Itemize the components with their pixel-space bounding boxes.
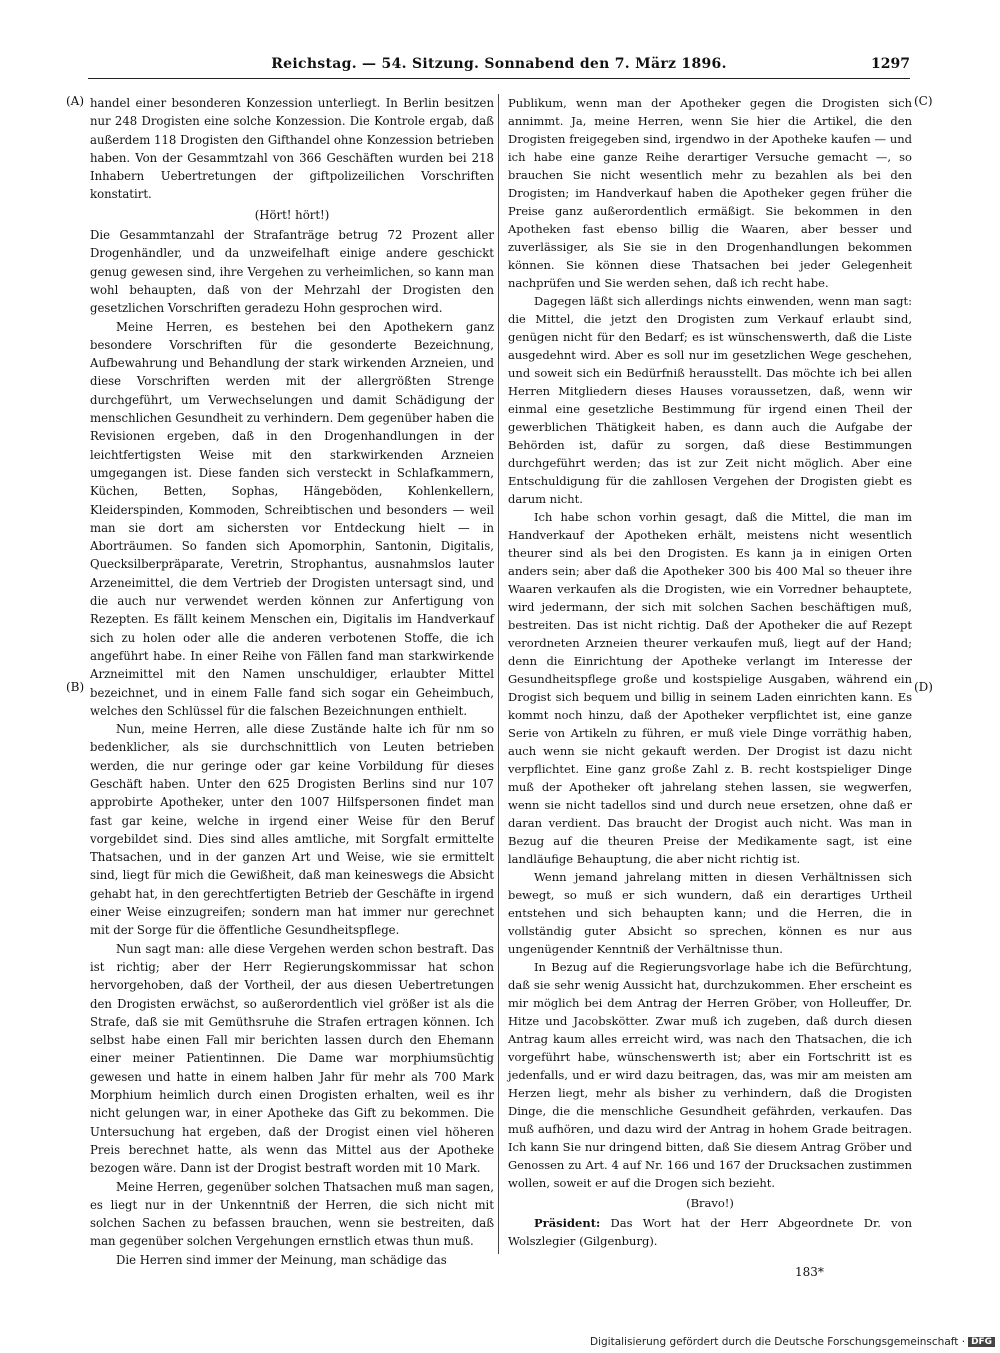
paragraph: Wenn jemand jahrelang mitten in diesen Verhältnissen sich bewegt, so muß er sich wundern, daß ein derartiges Urtheil entstehen und sich behaupten kann; und die Herren, die in vollständig guter Absicht so sprechen, können es nur aus ungenügender Kenntniß der Verhältnisse thun. (508, 870, 912, 956)
margin-mark-c: (C) (914, 94, 933, 108)
paragraph: Dagegen läßt sich allerdings nichts einwenden, wenn man sagt: die Mittel, die jetzt den Drogisten zum Verkauf erlaubt sind, genügen nicht für den Bedarf; es ist wünschenswerth, daß die Liste ausgedehnt wird. Aber es soll nur im gesetzlichen Wege geschehen, und soweit sich ein Bedürfniß herausstellt. Das möchte ich bei allen Herren Mitgliedern dieses Hauses voraussetzen, daß, wenn wir einmal eine gesetzliche Bestimmung für irgend einen Theil der gewerblichen Thätigkeit haben, es dann auch die Aufgabe der Behörden ist, dafür zu sorgen, daß diese Bestimmungen durchgeführt werden; das ist zur Zeit nicht möglich. Aber eine Entschuldigung für die zahllosen Vergehen der Drogisten giebt es darum nicht. (508, 294, 912, 506)
paragraph: Meine Herren, es bestehen bei den Apothekern ganz besondere Vorschriften für die gesonderte Bezeichnung, Aufbewahrung und Behandlung der stark wirkenden Arzneien, und diese Vorschriften werden mit der allergrößten Strenge durchgeführt, um Verwechselungen und damit Schädigung der menschlichen Gesundheit zu verhindern. Dem gegenüber haben die Revisionen ergeben, daß in den Drogenhandlungen in der leichtfertigsten Weise mit den starkwirkenden Arzneien umgegangen ist. Diese fanden sich versteckt in Schlafkammern, Küchen, Betten, Sophas, Hängeböden, Kohlenkellern, Kleiderspinden, Kommoden, Schreibtischen und besonders — weil man sie dort am sichersten vor Entdeckung hielt — in Aborträumen. So fanden sich Apomorphin, Santonin, Digitalis, Quecksilberpräparate, Veretrin, Strophantus, ausnahmslos lauter Arzeneimittel, die dem Vertrieb der Drogisten untersagt sind, und die auch nur verwendet werden können zur Anfertigung von Rezepten. Es fällt keinem Menschen ein, Digitalis im Handverkauf sich zu holen oder alle die anderen verbotenen Stoffe, die ich angeführt habe. In einer Reihe von Fällen fand man starkwirkende Arzneimittel mit den Namen unschuldiger, erlaubter Mittel bezeichnet, und in einem Falle fand sich sogar ein Geheimbuch, welches den Schlüssel für die falschen Bezeichnungen enthielt. (90, 319, 494, 718)
margin-mark-b: (B) (66, 680, 85, 694)
president-label: Präsident: (534, 1216, 601, 1230)
footer-text: Digitalisierung gefördert durch die Deutsche Forschungsgemeinschaft · (590, 1336, 966, 1348)
paragraph: In Bezug auf die Regierungsvorlage habe ich die Befürchtung, daß sie sehr wenig Aussicht hat, durchzukommen. Eher erscheint es mir möglich bei dem Antrag der Herren Gröber, von Holleuffer, Dr. Hitze und Jacobskötter. Zwar muß ich zugeben, daß durch diesen Antrag kaum alles erreicht wird, was nach den Thatsachen, die ich vorgeführt habe, wünschenswerth ist; aber ein Fortschritt ist es jedenfalls, und er wird dazu beitragen, das, was mir am meisten am Herzen liegt, mehr als bisher zu verhindern, daß die Drogisten Dinge, die die menschliche Gesundheit gefährden, verkaufen. Das muß aufhören, und dazu wird der Antrag in hohem Grade beitragen. Ich kann Sie nur dringend bitten, daß Sie diesem Antrag Gröber und Genossen zu Art. 4 auf Nr. 166 und 167 der Drucksachen zustimmen wollen, soweit er auf die Drogen sich bezieht. (508, 960, 912, 1190)
interjection: (Bravo!) (686, 1196, 734, 1210)
header-rule (88, 78, 910, 79)
paragraph: Nun sagt man: alle diese Vergehen werden schon bestraft. Das ist richtig; aber der Herr Regierungskommissar hat schon hervorgehoben, daß der Vortheil, der aus diesen Uebertretungen den Drogisten erwächst, so außerordentlich viel größer ist als die Strafe, daß sie mit Gemüthsruhe die Strafen ertragen können. Ich selbst habe einen Fall mir berichten lassen durch den Ehemann einer meiner Patientinnen. Die Dame war morphiumsüchtig gewesen und hatte in einem halben Jahr für mehr als 700 Mark Morphium heimlich durch einen Drogisten erhalten, weil es ihr nicht gelungen war, in einer Apotheke das Gift zu bekommen. Die Untersuchung hat ergeben, daß der Drogist einen viel höheren Preis berechnet hatte, als wenn das Mittel aus der Apotheke bezogen wäre. Dann ist der Drogist bestraft worden mit 10 Mark. (90, 941, 494, 1176)
paragraph: Meine Herren, gegenüber solchen Thatsachen muß man sagen, es liegt nur in der Unkenntniß der Herren, die sich nicht mit solchen Sachen zu befassen brauchen, wenn sie bestreiten, daß man gegenüber solchen Vergehungen ernstlich etwas thun muß. (90, 1179, 494, 1249)
paragraph: Ich habe schon vorhin gesagt, daß die Mittel, die man im Handverkauf der Apotheken erhält, meistens nicht wesentlich theurer sind als bei den Drogisten. Es kann ja in einigen Orten anders sein; aber daß die Apotheker 300 bis 400 Mal so theuer ihre Waaren verkaufen als die Drogisten, wie ein Vorredner behauptete, wird jedermann, der sich mit solchen Sachen beschäftigen muß, bestreiten. Das ist nicht richtig. Daß der Apotheker die auf Rezept verordneten Arzneien theurer verkaufen muß, liegt auf der Hand; denn die Einrichtung der Apotheke verlangt im Interesse der Gesundheitspflege große und kostspielige Ausgaben, während ein Drogist sich bequem und billig in seinem Laden einrichten kann. Es kommt noch hinzu, daß der Apotheker verpflichtet ist, eine ganze Serie von Artikeln zu führen, er muß viele Dinge vorräthig haben, auch wenn sie nicht gekauft werden. Der Drogist ist dazu nicht verpflichtet. Eine ganz große Zahl z. B. recht kostspieliger Dinge muß der Apotheker oft jahrelang stehen lassen, sie wegwerfen, wenn sie nicht tadellos sind und durch neue ersetzen, ohne daß er daran verdient. Das braucht der Drogist auch nicht. Was man in Bezug auf die theuren Preise der Medikamente sagt, ist eine landläufige Behauptung, die aber nicht richtig ist. (508, 510, 912, 866)
president-statement (508, 1214, 912, 1250)
margin-mark-d: (D) (914, 680, 933, 694)
margin-mark-a: (A) (66, 94, 85, 108)
right-column (508, 94, 912, 1250)
footer (590, 1336, 995, 1348)
page-header (88, 54, 910, 78)
page-number: 1297 (871, 56, 910, 72)
paragraph: Die Herren sind immer der Meinung, man schädige das (116, 1252, 447, 1267)
paragraph: Nun, meine Herren, alle diese Zustände halte ich für nm so bedenklicher, als sie durchschnittlich von Leuten betrieben werden, die nur geringe oder gar keine Vorbildung für dieses Geschäft haben. Unter den 625 Drogisten Berlins sind nur 107 approbirte Apotheker, unter den 1007 Hilfspersonen findet man fast gar keine, welche in irgend einer Weise für den Beruf vorgebildet sind. Dies sind alles amtliche, mit Sorgfalt ermittelte Thatsachen, und in der ganzen Art und Weise, wie sie ermittelt sind, liegt für mich die Gewißheit, daß man keineswegs die Absicht gehabt hat, in den gerechtfertigten Betrieb der Geschäfte in irgend einer Weise einzugreifen; sondern man hat immer nur gerechnet mit der Sorge für die öffentliche Gesundheitspflege. (90, 722, 494, 938)
dfg-logo: DFG (968, 1337, 995, 1347)
signature-mark: 183* (795, 1265, 824, 1279)
paragraph: handel einer besonderen Konzession unterliegt. In Berlin besitzen nur 248 Drogisten eine solche Konzession. Die Kontrole ergab, daß außerdem 118 Drogisten den Gifthandel ohne Konzession betrieben haben. Von der Gesammtzahl von 366 Geschäften wurden bei 218 Inhabern Uebertretungen der giftpolizeilichen Vorschriften konstatirt. (90, 96, 494, 202)
interjection: (Hört! hört!) (254, 207, 330, 222)
paragraph: Die Gesammtanzahl der Strafanträge betrug 72 Prozent aller Drogenhändler, und da unzweifelhaft einige andere geschickt genug gewesen sind, ihre Vergehen zu verheimlichen, so kann man wohl behaupten, daß von der Mehrzahl der Drogisten den gesetzlichen Vorschriften geradezu Hohn gesprochen wird. (90, 228, 494, 316)
column-rule (498, 94, 499, 1254)
paragraph: Publikum, wenn man der Apotheker gegen die Drogisten sich annimmt. Ja, meine Herren, wenn Sie hier die Artikel, die den Drogisten freigegeben sind, irgendwo in der Apotheke kaufen — und ich habe eine ganze Reihe derartiger Versuche gemacht —, so brauchen Sie nicht wesentlich mehr zu bezahlen als bei den Drogisten; im Handverkauf haben die Apotheker gegen früher die Preise ganz außerordentlich ermäßigt. Sie bekommen in den Apotheken fast ebenso billig die Waaren, aber besser und zuverlässiger, als Sie sie in den Drogenhandlungen bekommen können. Sie können diese Thatsachen bei jeder Gelegenheit nachprüfen und Sie werden sehen, daß ich recht habe. (508, 96, 912, 290)
president-text: Das Wort hat der Herr Abgeordnete Dr. von Wolszlegier (Gilgenburg). (508, 1216, 913, 1248)
left-column (90, 94, 494, 1269)
running-head: Reichstag. — 54. Sitzung. Sonnabend den 7. März 1896. (271, 56, 727, 72)
